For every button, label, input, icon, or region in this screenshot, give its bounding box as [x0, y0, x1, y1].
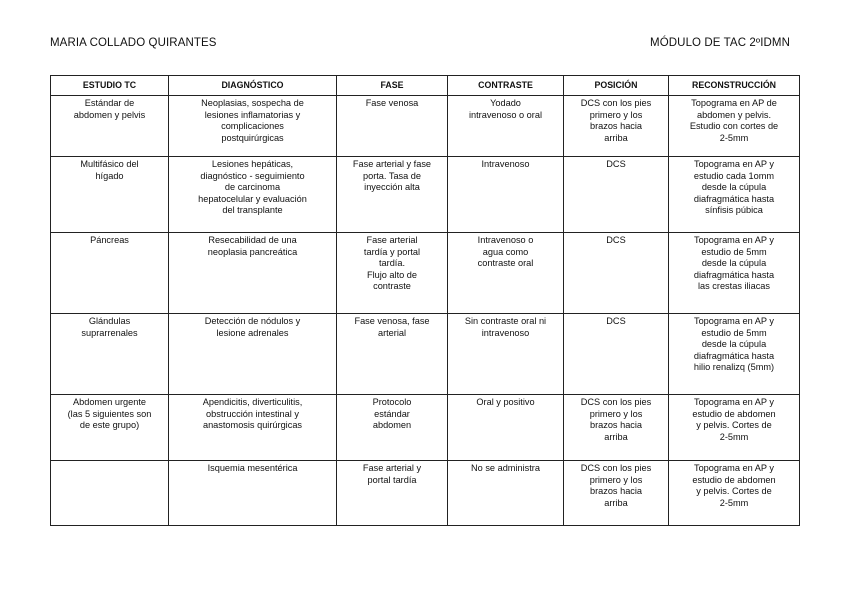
ct-protocol-table [50, 75, 800, 526]
column-header-diagnostico: DIAGNÓSTICO [169, 76, 337, 96]
table-row [51, 157, 800, 233]
cell-estudio: Glándulas suprarrenales [51, 314, 169, 395]
cell-estudio: Multifásico del hígado [51, 157, 169, 233]
cell-contraste: Yodado intravenoso o oral [448, 96, 564, 157]
cell-reconstruccion: Topograma en AP y estudio de abdomen y pelvis. Cortes de 2-5mm [669, 461, 800, 526]
table-row [51, 233, 800, 314]
column-header-contraste: CONTRASTE [448, 76, 564, 96]
cell-contraste: Intravenoso [448, 157, 564, 233]
cell-diagnostico: Lesiones hepáticas, diagnóstico - seguimiento de carcinoma hepatocelular y evaluación del transplante [169, 157, 337, 233]
cell-diagnostico: Isquemia mesentérica [169, 461, 337, 526]
cell-diagnostico: Neoplasias, sospecha de lesiones inflamatorias y complicaciones postquirúrgicas [169, 96, 337, 157]
cell-contraste: No se administra [448, 461, 564, 526]
cell-estudio: Estándar de abdomen y pelvis [51, 96, 169, 157]
cell-reconstruccion: Topograma en AP y estudio de abdomen y pelvis. Cortes de 2-5mm [669, 395, 800, 461]
cell-fase: Fase venosa, fase arterial [337, 314, 448, 395]
cell-posicion: DCS [564, 157, 669, 233]
cell-reconstruccion: Topograma en AP y estudio de 5mm desde la cúpula diafragmática hasta las crestas iliacas [669, 233, 800, 314]
module-title: MÓDULO DE TAC 2ºIDMN [650, 37, 790, 49]
cell-posicion: DCS con los pies primero y los brazos hacia arriba [564, 395, 669, 461]
cell-contraste: Intravenoso o agua como contraste oral [448, 233, 564, 314]
cell-fase: Fase venosa [337, 96, 448, 157]
cell-fase: Fase arterial y fase porta. Tasa de inyección alta [337, 157, 448, 233]
cell-posicion: DCS [564, 314, 669, 395]
table-row [51, 96, 800, 157]
cell-diagnostico: Detección de nódulos y lesione adrenales [169, 314, 337, 395]
cell-contraste: Oral y positivo [448, 395, 564, 461]
cell-contraste: Sin contraste oral ni intravenoso [448, 314, 564, 395]
cell-fase: Fase arterial y portal tardía [337, 461, 448, 526]
cell-posicion: DCS [564, 233, 669, 314]
cell-estudio [51, 461, 169, 526]
table-header-row [51, 76, 800, 96]
cell-diagnostico: Apendicitis, diverticulitis, obstrucción intestinal y anastomosis quirúrgicas [169, 395, 337, 461]
column-header-reconstruccion: RECONSTRUCCIÓN [669, 76, 800, 96]
author-name: MARIA COLLADO QUIRANTES [50, 37, 217, 49]
table-row [51, 461, 800, 526]
cell-estudio: Abdomen urgente (las 5 siguientes son de este grupo) [51, 395, 169, 461]
cell-reconstruccion: Topograma en AP de abdomen y pelvis. Estudio con cortes de 2-5mm [669, 96, 800, 157]
table-row [51, 395, 800, 461]
page-header [50, 37, 790, 49]
cell-posicion: DCS con los pies primero y los brazos hacia arriba [564, 461, 669, 526]
cell-reconstruccion: Topograma en AP y estudio de 5mm desde la cúpula diafragmática hasta hilio renalizq (5mm) [669, 314, 800, 395]
column-header-estudio: ESTUDIO TC [51, 76, 169, 96]
column-header-fase: FASE [337, 76, 448, 96]
cell-posicion: DCS con los pies primero y los brazos hacia arriba [564, 96, 669, 157]
table-row [51, 314, 800, 395]
column-header-posicion: POSICIÓN [564, 76, 669, 96]
cell-estudio: Páncreas [51, 233, 169, 314]
cell-fase: Fase arterial tardía y portal tardía. Flujo alto de contraste [337, 233, 448, 314]
cell-fase: Protocolo estándar abdomen [337, 395, 448, 461]
cell-diagnostico: Resecabilidad de una neoplasia pancreática [169, 233, 337, 314]
cell-reconstruccion: Topograma en AP y estudio cada 1omm desde la cúpula diafragmática hasta sínfisis púbica [669, 157, 800, 233]
